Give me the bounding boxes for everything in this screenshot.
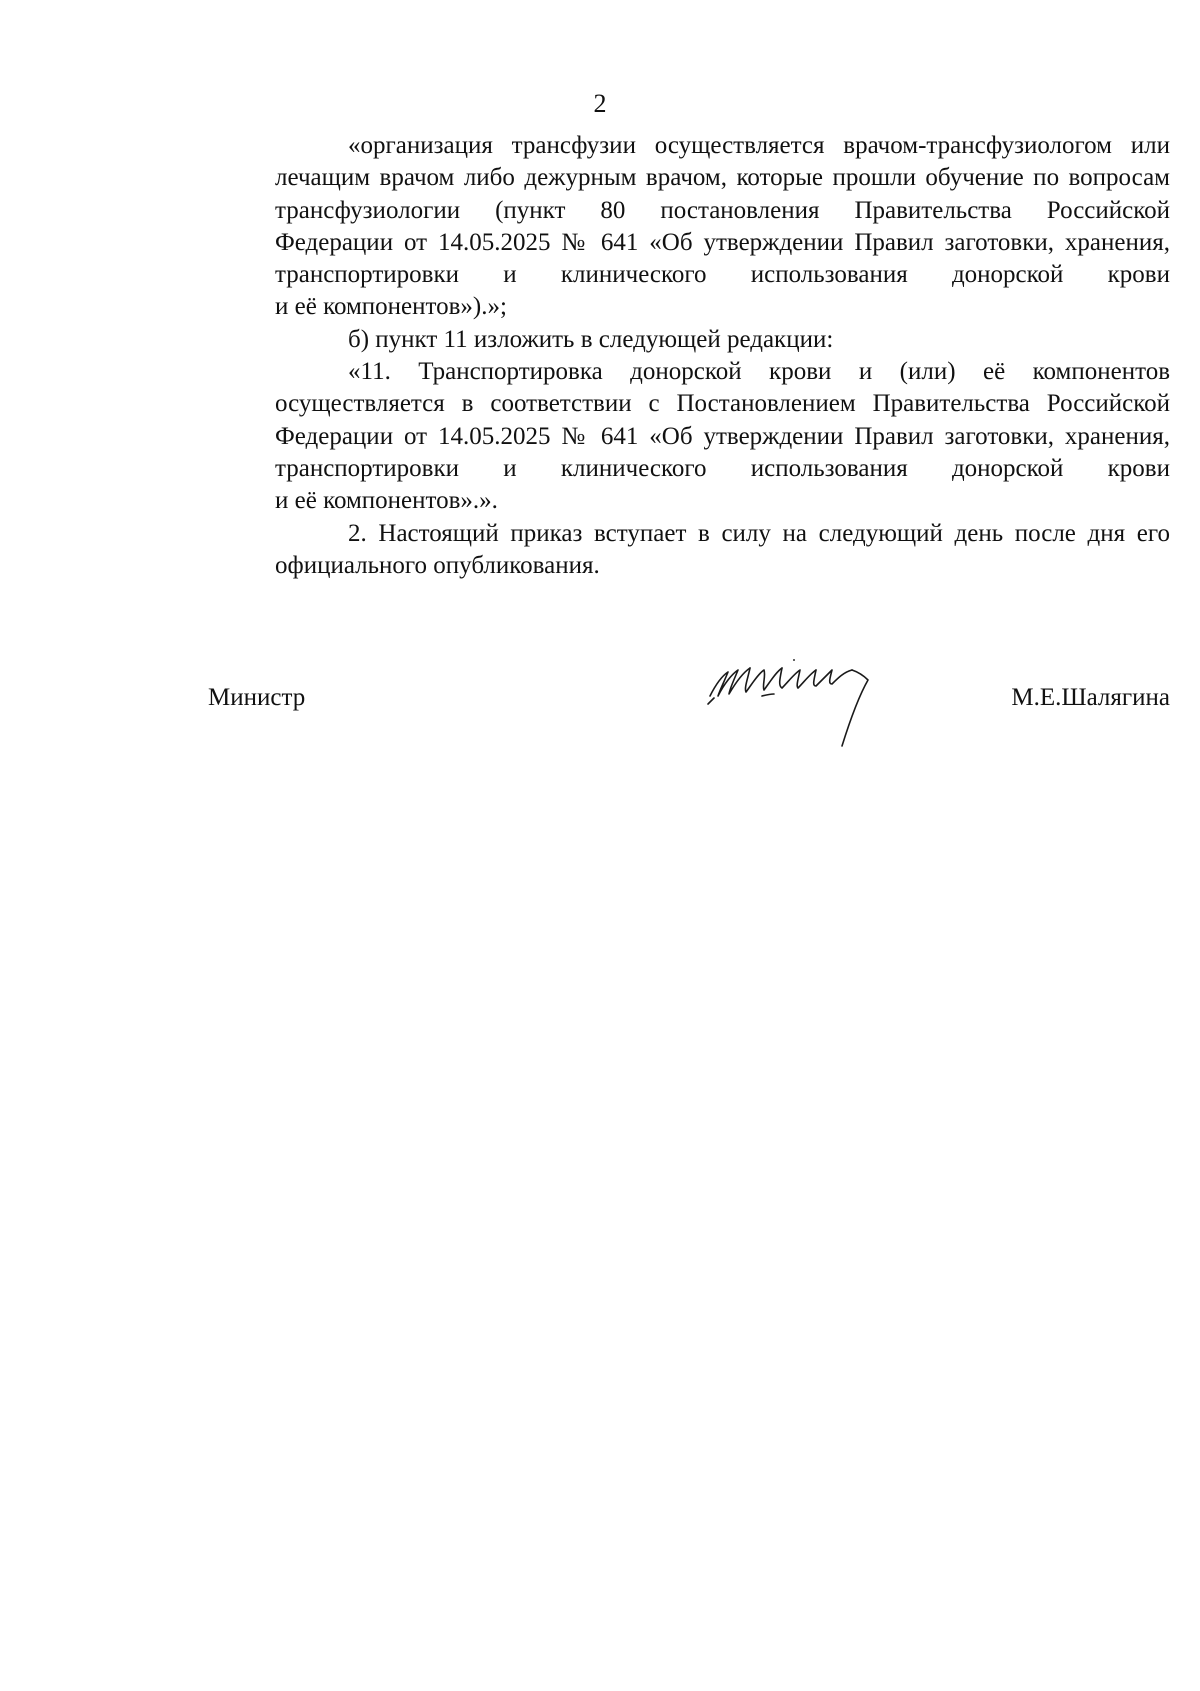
paragraph-item-2 bbox=[202, 518, 1170, 583]
handwritten-signature bbox=[702, 654, 912, 764]
paragraph-item-11 bbox=[202, 356, 1170, 517]
text-line: 2. Настоящий приказ вступает в силу на следующий день после дня его bbox=[348, 519, 1170, 547]
signature-block bbox=[202, 672, 1170, 772]
text-line: Федерации от 14.05.2025 № 641 «Об утверждении Правил заготовки, хранения, bbox=[275, 228, 1170, 256]
page-number: 2 bbox=[593, 89, 607, 118]
text-line: «11. Транспортировка донорской крови и (или) её компонентов bbox=[348, 358, 1170, 386]
signatory-name: М.Е.Шалягина bbox=[1011, 684, 1170, 711]
text-line: Федерации от 14.05.2025 № 641 «Об утверждении Правил заготовки, хранения, bbox=[275, 422, 1170, 450]
text-line: трансфузиологии (пункт 80 постановления Правительства Российской bbox=[275, 196, 1170, 224]
document-body bbox=[202, 130, 1170, 582]
paragraph-transfusion-organization bbox=[202, 130, 1170, 324]
text-line: б) пункт 11 изложить в следующей редакции: bbox=[348, 325, 834, 353]
text-line: официального опубликования. bbox=[275, 551, 600, 579]
text-line: транспортировки и клинического использования донорской крови bbox=[275, 261, 1170, 289]
paragraph-item-b bbox=[202, 324, 1170, 356]
text-line: транспортировки и клинического использования донорской крови bbox=[275, 454, 1170, 482]
text-line: осуществляется в соответствии с Постановлением Правительства Российской bbox=[275, 390, 1170, 418]
text-line: «организация трансфузии осуществляется врачом-трансфузиологом или bbox=[348, 132, 1170, 159]
text-line: лечащим врачом либо дежурным врачом, которые прошли обучение по вопросам bbox=[275, 164, 1170, 192]
text-line: и её компонентов»).»; bbox=[275, 293, 507, 321]
signatory-title: Министр bbox=[208, 684, 306, 711]
text-line: и её компонентов».». bbox=[275, 487, 498, 515]
